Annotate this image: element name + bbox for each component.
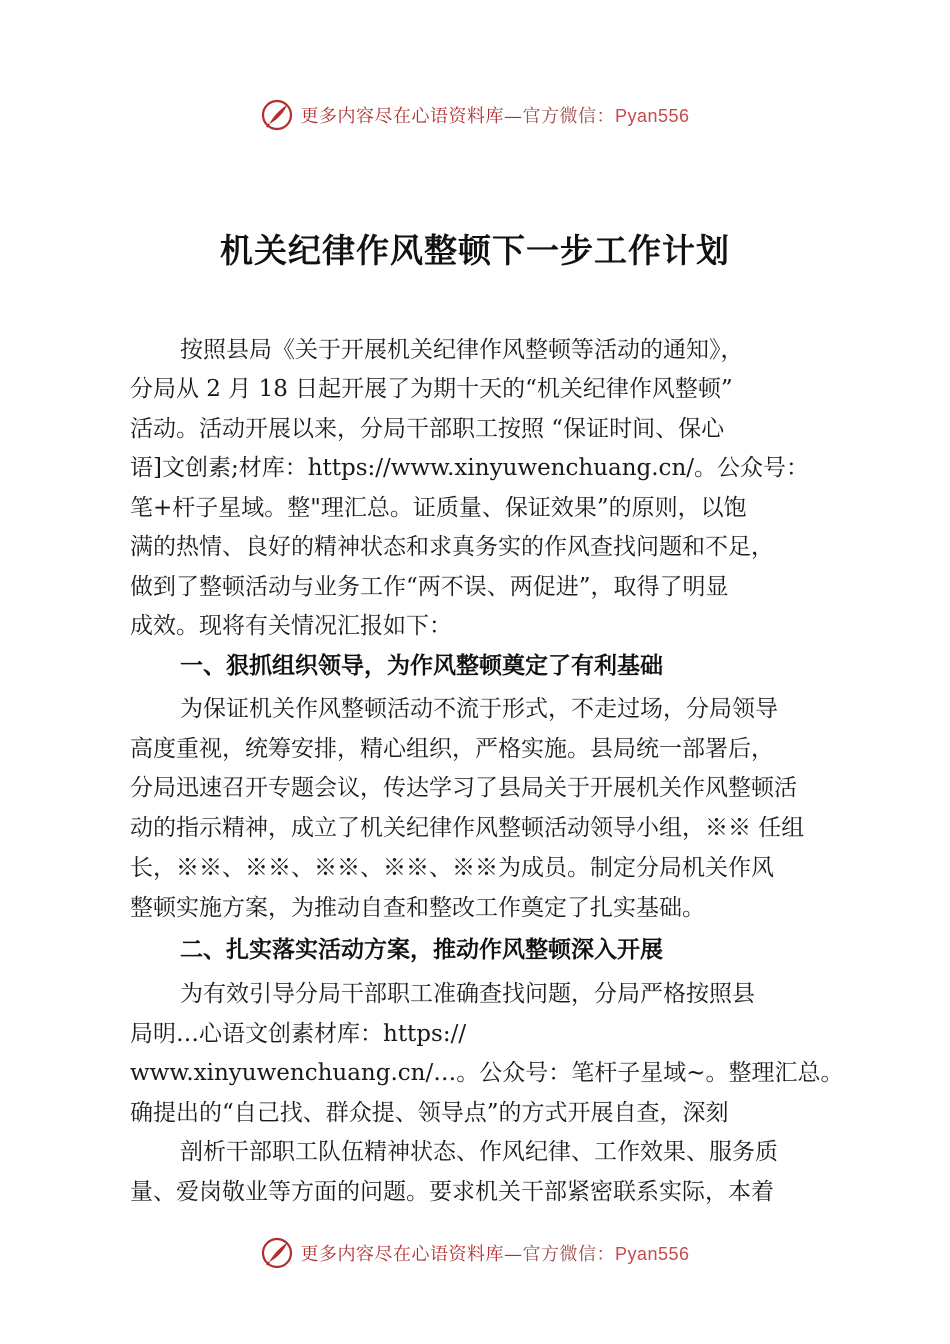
body-line: 笔+杆子星域。整"理汇总。证质量、保证效果”的原则，以饱 bbox=[130, 495, 747, 521]
body-line: 动的指示精神，成立了机关纪律作风整顿活动领导小组，※※ 任组 bbox=[130, 815, 805, 841]
watermark-text bbox=[300, 102, 689, 128]
watermark-separator: — bbox=[503, 106, 523, 127]
watermark-banner-bottom bbox=[0, 1233, 950, 1273]
body-line: 分局迅速召开专题会议，传达学习了县局关于开展机关作风整顿活 bbox=[130, 775, 797, 801]
body-line: 语]文创素;材库：https://www.xinyuwenchuang.cn/。公众号： bbox=[130, 455, 810, 481]
body-line: 剖析干部职工队伍精神状态、作风纪律、工作效果、服务质 bbox=[180, 1139, 778, 1165]
feather-quill-logo-icon bbox=[260, 1236, 294, 1270]
body-line: 活动。活动开展以来，分局干部职工按照 “保证时间、保心 bbox=[130, 416, 725, 442]
body-line: 为保证机关作风整顿活动不流于形式，不走过场，分局领导 bbox=[180, 696, 778, 722]
section-heading-1: 一、狠抓组织领导，为作风整顿奠定了有利基础 bbox=[180, 653, 663, 679]
body-line: 成效。现将有关情况汇报如下： bbox=[130, 613, 452, 639]
watermark-brand: 更多内容尽在心语资料库 bbox=[300, 106, 504, 127]
watermark-wechat-label: 官方微信： bbox=[522, 1244, 615, 1265]
body-line: 为有效引导分局干部职工准确查找问题，分局严格按照县 bbox=[180, 981, 755, 1007]
body-line: 长，※※、※※、※※、※※、※※为成员。制定分局机关作风 bbox=[130, 855, 774, 881]
watermark-banner-top bbox=[0, 95, 950, 135]
feather-quill-logo-icon bbox=[260, 98, 294, 132]
body-line: 确提出的“自己找、群众提、领导点”的方式开展自查，深刻 bbox=[130, 1100, 729, 1126]
section-heading-2: 二、扎实落实活动方案，推动作风整顿深入开展 bbox=[180, 937, 663, 963]
body-line: 分局从 2 月 18 日起开展了为期十天的“机关纪律作风整顿” bbox=[130, 376, 733, 402]
body-line: 按照县局《关于开展机关纪律作风整顿等活动的通知》， bbox=[180, 337, 744, 363]
watermark-text bbox=[300, 1240, 689, 1266]
body-line: 做到了整顿活动与业务工作“两不误、两促进”，取得了明显 bbox=[130, 574, 729, 600]
watermark-brand: 更多内容尽在心语资料库 bbox=[300, 1244, 504, 1265]
watermark-wechat-id: Pyan556 bbox=[614, 106, 690, 126]
body-line: 满的热情、良好的精神状态和求真务实的作风查找问题和不足， bbox=[130, 534, 774, 560]
watermark-separator: — bbox=[503, 1244, 523, 1265]
watermark-wechat-label: 官方微信： bbox=[522, 106, 615, 127]
body-line: 量、爱岗敬业等方面的问题。要求机关干部紧密联系实际，本着 bbox=[130, 1179, 774, 1205]
body-line: www.xinyuwenchuang.cn/…。公众号：笔杆子星域~。整理汇总。 bbox=[130, 1060, 844, 1086]
watermark-wechat-id: Pyan556 bbox=[614, 1244, 690, 1264]
body-line: 局明…心语文创素材库：https:// bbox=[130, 1021, 467, 1047]
body-line: 高度重视，统筹安排，精心组织，严格实施。县局统一部署后， bbox=[130, 736, 774, 762]
document-title: 机关纪律作风整顿下一步工作计划 bbox=[220, 231, 730, 270]
body-line: 整顿实施方案，为推动自查和整改工作奠定了扎实基础。 bbox=[130, 895, 705, 921]
